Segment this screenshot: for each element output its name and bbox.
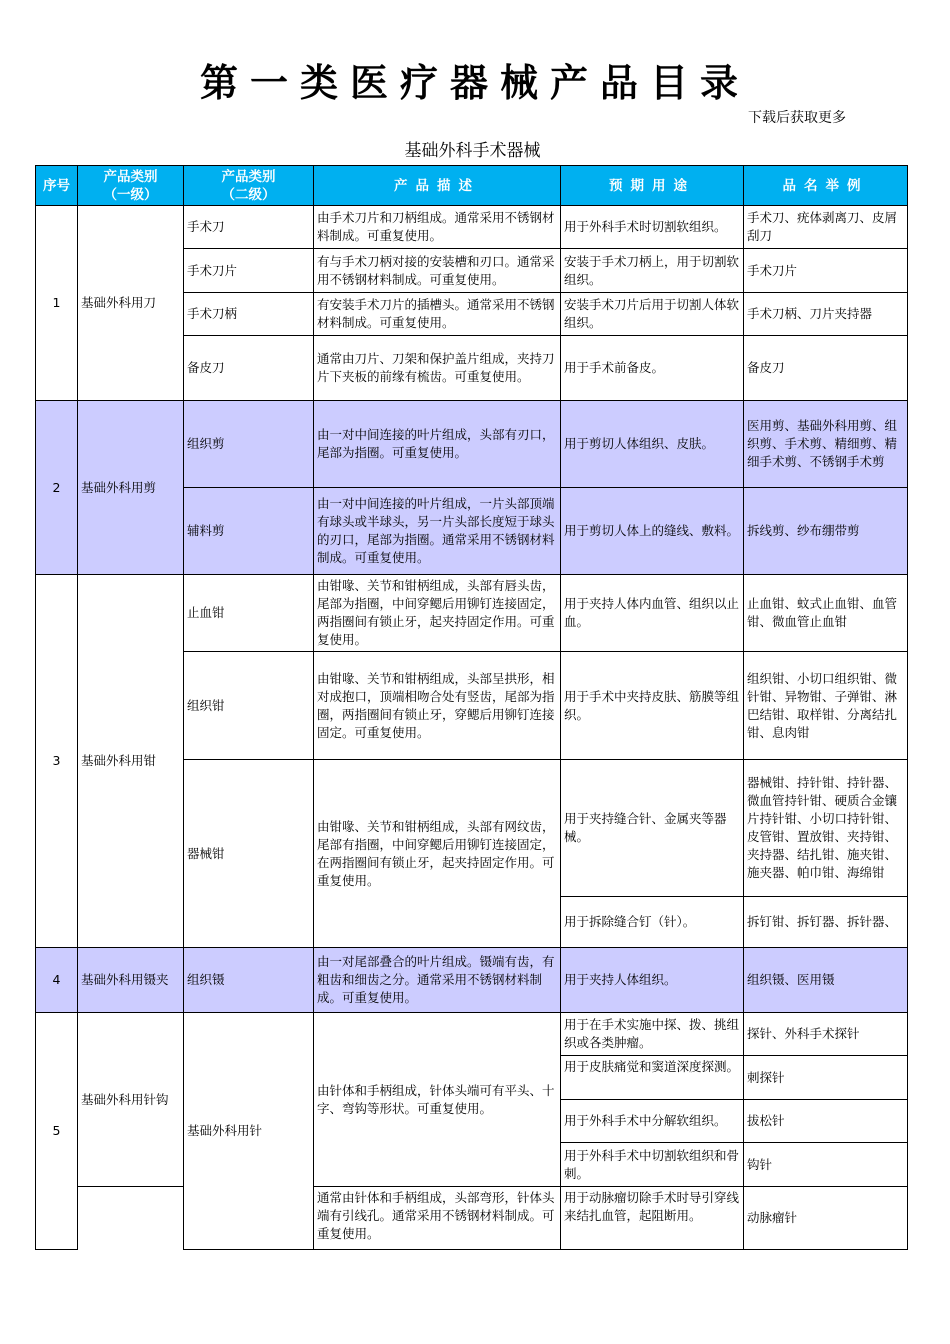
use-cell: 用于夹持缝合针、金属夹等器械。	[561, 760, 744, 897]
use-cell: 用于外科手术中切割软组织和骨刺。	[561, 1143, 744, 1187]
header-cat2	[184, 166, 314, 206]
table-row	[36, 575, 908, 652]
table-row	[36, 206, 908, 249]
examples-cell: 手术刀片	[744, 249, 908, 293]
use-cell: 安装于手术刀柄上，用于切割软组织。	[561, 249, 744, 293]
use-cell: 用于夹持人体组织。	[561, 948, 744, 1013]
examples-cell: 组织钳、小切口组织钳、微针钳、异物钳、子弹钳、淋巴结钳、取样钳、分离结扎钳、息肉钳	[744, 652, 908, 760]
use-cell: 用于手术中夹持皮肤、筋膜等组织。	[561, 652, 744, 760]
examples-cell: 拔松针	[744, 1100, 908, 1143]
cat1-cell-empty	[78, 1187, 184, 1250]
desc-cell: 由手术刀片和刀柄组成。通常采用不锈钢材料制成。可重复使用。	[314, 206, 561, 249]
page-title: 第一类医疗器械产品目录	[199, 61, 750, 105]
cat2-cell: 组织剪	[184, 401, 314, 488]
header-row	[36, 166, 908, 206]
desc-cell: 有与手术刀柄对接的安装槽和刃口。通常采用不锈钢材料制成。可重复使用。	[314, 249, 561, 293]
examples-cell: 刺探针	[744, 1056, 908, 1100]
cat2-cell: 备皮刀	[184, 336, 314, 401]
use-cell: 安装手术刀片后用于切割人体软组织。	[561, 293, 744, 336]
catalog-table	[35, 165, 908, 1250]
cat1-cell: 基础外科用剪	[78, 401, 184, 575]
desc-cell: 通常由针体和手柄组成，头部弯形，针体头端有引线孔。通常采用不锈钢材料制成。可重复使用。	[314, 1187, 561, 1250]
examples-cell: 备皮刀	[744, 336, 908, 401]
table-row	[36, 948, 908, 1013]
examples-cell: 器械钳、持针钳、持针器、微血管持针钳、硬质合金镶片持针钳、小切口持针钳、皮管钳、置放钳、夹持钳、夹持器、结扎钳、施夹钳、施夹器、帕巾钳、海绵钳	[744, 760, 908, 897]
cat2-cell: 手术刀	[184, 206, 314, 249]
cat2-cell: 辅料剪	[184, 488, 314, 575]
cat1-cell: 基础外科用钳	[78, 575, 184, 948]
seq-cell: 2	[36, 401, 78, 575]
examples-cell: 动脉瘤针	[744, 1187, 908, 1250]
examples-cell: 医用剪、基础外科用剪、组织剪、手术剪、精细剪、精细手术剪、不锈钢手术剪	[744, 401, 908, 488]
examples-cell: 组织镊、医用镊	[744, 948, 908, 1013]
cat2-cell: 组织钳	[184, 652, 314, 760]
header-cat2-line2: （二级）	[221, 186, 276, 203]
header-cat2-line1: 产品类别	[221, 168, 276, 185]
examples-cell: 探针、外科手术探针	[744, 1013, 908, 1056]
use-cell: 用于剪切人体上的缝线、敷料。	[561, 488, 744, 575]
header-cat1-line1: 产品类别	[103, 168, 158, 185]
use-cell: 用于手术前备皮。	[561, 336, 744, 401]
header-examples: 品名举例	[744, 166, 908, 206]
cat2-cell: 基础外科用针	[184, 1013, 314, 1250]
header-desc: 产品描述	[314, 166, 561, 206]
desc-cell: 由一对尾部叠合的叶片组成。镊端有齿，有粗齿和细齿之分。通常采用不锈钢材料制成。可重复使用。	[314, 948, 561, 1013]
cat1-cell: 基础外科用针钩	[78, 1013, 184, 1187]
table-row	[36, 1013, 908, 1056]
examples-cell: 拆钉钳、拆钉器、拆针器、	[744, 897, 908, 948]
examples-cell: 手术刀、疣体剥离刀、皮屑刮刀	[744, 206, 908, 249]
cat2-cell: 手术刀片	[184, 249, 314, 293]
header-use: 预期用途	[561, 166, 744, 206]
header-cat1	[78, 166, 184, 206]
use-cell: 用于外科手术中分解软组织。	[561, 1100, 744, 1143]
header-seq: 序号	[36, 166, 78, 206]
desc-cell: 由一对中间连接的叶片组成，头部有刃口，尾部为指圈。可重复使用。	[314, 401, 561, 488]
examples-cell: 手术刀柄、刀片夹持器	[744, 293, 908, 336]
examples-cell: 止血钳、蚊式止血钳、血管钳、微血管止血钳	[744, 575, 908, 652]
desc-cell: 由钳喙、关节和钳柄组成，头部呈拱形，相对成抱口，顶端相吻合处有竖齿，尾部为指圈，两指圈间有锁止牙，穿鳃后用铆钉连接固定。可重复使用。	[314, 652, 561, 760]
desc-cell: 由钳喙、关节和钳柄组成，头部有网纹齿，尾部有指圈，中间穿鳃后用铆钉连接固定，在两指圈间有锁止牙，起夹持固定作用。可重复使用。	[314, 760, 561, 948]
use-cell: 用于剪切人体组织、皮肤。	[561, 401, 744, 488]
use-cell: 用于外科手术时切割软组织。	[561, 206, 744, 249]
cat1-cell: 基础外科用刀	[78, 206, 184, 401]
cat2-cell: 器械钳	[184, 760, 314, 948]
seq-cell: 3	[36, 575, 78, 948]
desc-cell: 通常由刀片、刀架和保护盖片组成，夹持刀片下夹板的前缘有梳齿。可重复使用。	[314, 336, 561, 401]
examples-cell: 钩针	[744, 1143, 908, 1187]
seq-cell: 1	[36, 206, 78, 401]
use-cell: 用于在手术实施中探、拨、挑组织或各类肿瘤。	[561, 1013, 744, 1056]
cat2-cell: 手术刀柄	[184, 293, 314, 336]
cat1-cell: 基础外科用镊夹	[78, 948, 184, 1013]
desc-cell: 由针体和手柄组成，针体头端可有平头、十字、弯钩等形状。可重复使用。	[314, 1013, 561, 1187]
desc-cell: 有安装手术刀片的插槽头。通常采用不锈钢材料制成。可重复使用。	[314, 293, 561, 336]
desc-cell: 由钳喙、关节和钳柄组成，头部有唇头齿，尾部为指圈，中间穿鳃后用铆钉连接固定，两指圈间有锁止牙，起夹持固定作用。可重复使用。	[314, 575, 561, 652]
header-cat1-line2: （一级）	[103, 186, 158, 203]
section-subtitle: 基础外科手术器械	[404, 141, 541, 161]
cat2-cell: 止血钳	[184, 575, 314, 652]
use-cell: 用于皮肤痛觉和窦道深度探测。	[561, 1056, 744, 1100]
table-row	[36, 1187, 908, 1250]
examples-cell: 拆线剪、纱布绷带剪	[744, 488, 908, 575]
cat2-cell: 组织镊	[184, 948, 314, 1013]
seq-cell: 4	[36, 948, 78, 1013]
download-note[interactable]: 下载后获取更多	[748, 110, 846, 126]
desc-cell: 由一对中间连接的叶片组成，一片头部顶端有球头或半球头，另一片头部长度短于球头的刃口，尾部为指圈。通常采用不锈钢材料制成。可重复使用。	[314, 488, 561, 575]
seq-cell: 5	[36, 1013, 78, 1250]
use-cell: 用于拆除缝合钉（针）。	[561, 897, 744, 948]
use-cell: 用于动脉瘤切除手术时导引穿线来结扎血管，起阻断用。	[561, 1187, 744, 1250]
use-cell: 用于夹持人体内血管、组织以止血。	[561, 575, 744, 652]
table-row	[36, 401, 908, 488]
